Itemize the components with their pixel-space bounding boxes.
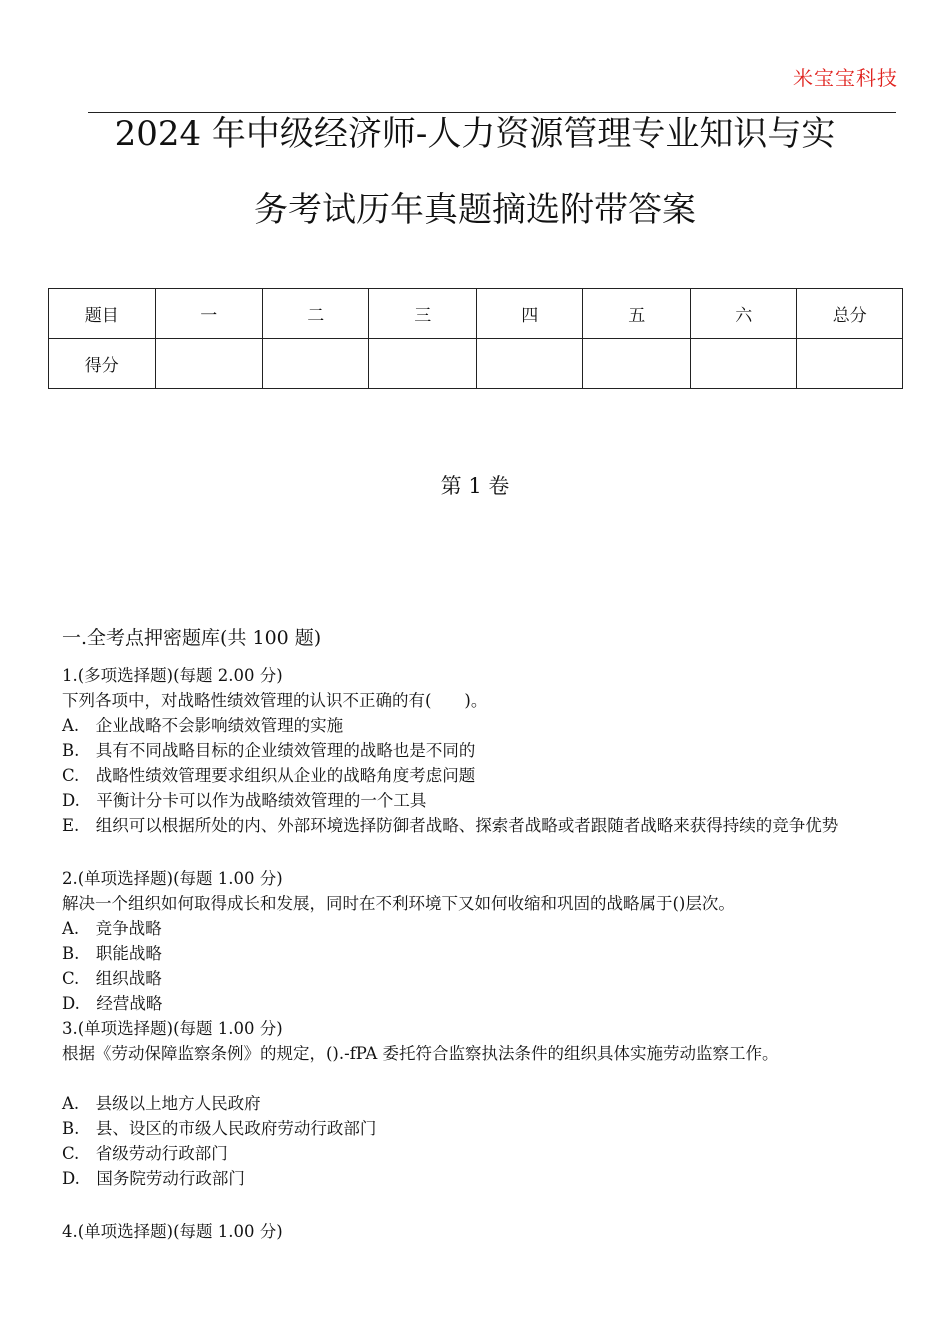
option-c: C. 省级劳动行政部门 [62, 1144, 228, 1163]
section-heading: 一.全考点押密题库(共 100 题) [62, 627, 322, 649]
option-d: D. 经营战略 [62, 994, 163, 1013]
score-cell [476, 339, 583, 389]
score-table-header-cell: 四 [476, 289, 583, 339]
score-table-header-cell: 题目 [49, 289, 156, 339]
score-table-header-cell: 二 [262, 289, 369, 339]
option-d: D. 国务院劳动行政部门 [62, 1169, 245, 1188]
score-table-header-cell: 一 [155, 289, 262, 339]
score-row-label: 得分 [49, 339, 156, 389]
score-cell [262, 339, 369, 389]
question-head: 1.(多项选择题)(每题 2.00 分) [62, 666, 283, 685]
question-stem: 解决一个组织如何取得成长和发展，同时在不利环境下又如何收缩和巩固的战略属于()层次。 [62, 894, 735, 913]
document-title-line-2: 务考试历年真题摘选附带答案 [254, 190, 696, 230]
question-3 [62, 1016, 902, 1191]
option-b: B. 具有不同战略目标的企业绩效管理的战略也是不同的 [62, 741, 476, 760]
score-table-header-cell: 五 [583, 289, 690, 339]
option-b: B. 县、设区的市级人民政府劳动行政部门 [62, 1119, 377, 1138]
question-head: 3.(单项选择题)(每题 1.00 分) [62, 1019, 283, 1038]
score-table-header-cell: 三 [369, 289, 476, 339]
brand-watermark: 米宝宝科技 [793, 66, 898, 90]
volume-heading: 第 1 卷 [440, 474, 510, 498]
score-table-score-row [49, 339, 903, 389]
option-c: C. 战略性绩效管理要求组织从企业的战略角度考虑问题 [62, 766, 476, 785]
document-title-line-1: 2024 年中级经济师-人力资源管理专业知识与实 [114, 114, 836, 154]
option-a: A. 企业战略不会影响绩效管理的实施 [62, 716, 344, 735]
score-table-header-cell: 六 [690, 289, 797, 339]
option-d: D. 平衡计分卡可以作为战略绩效管理的一个工具 [62, 791, 427, 810]
option-a: A. 县级以上地方人民政府 [62, 1094, 261, 1113]
question-head: 2.(单项选择题)(每题 1.00 分) [62, 869, 283, 888]
header-rule [88, 112, 896, 113]
question-2 [62, 866, 902, 1016]
option-c: C. 组织战略 [62, 969, 162, 988]
question-1 [62, 663, 902, 838]
score-cell [155, 339, 262, 389]
score-cell [583, 339, 690, 389]
option-e: E. 组织可以根据所处的内、外部环境选择防御者战略、探索者战略或者跟随者战略来获得持续的竞争优势 [62, 816, 839, 835]
score-table [48, 288, 903, 389]
question-list [62, 663, 902, 1260]
score-cell [797, 339, 903, 389]
question-head: 4.(单项选择题)(每题 1.00 分) [62, 1222, 283, 1241]
score-table-header-cell: 总分 [797, 289, 903, 339]
score-cell [690, 339, 797, 389]
score-table-header-row [49, 289, 903, 339]
question-stem: 根据《劳动保障监察条例》的规定，().-fPA 委托符合监察执法条件的组织具体实施劳动监察工作。 [62, 1044, 779, 1063]
option-b: B. 职能战略 [62, 944, 162, 963]
question-4 [62, 1219, 902, 1244]
score-cell [369, 339, 476, 389]
question-stem: 下列各项中，对战略性绩效管理的认识不正确的有( )。 [62, 691, 488, 710]
option-a: A. 竞争战略 [62, 919, 162, 938]
